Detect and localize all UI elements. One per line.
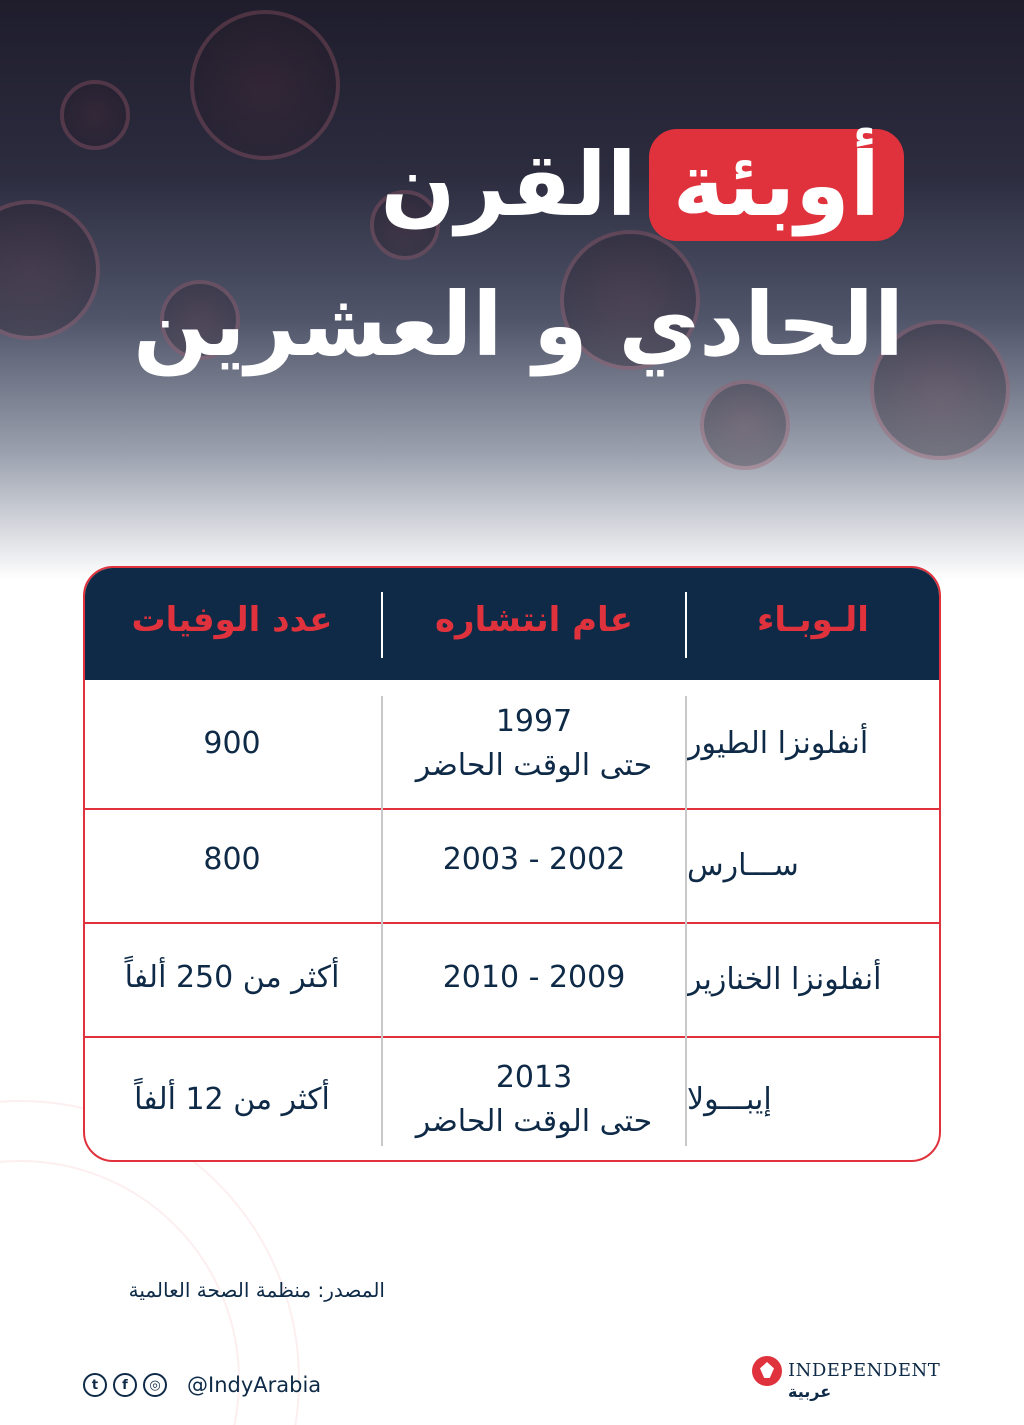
table-row — [85, 924, 939, 1036]
twitter-icon[interactable]: t — [83, 1373, 107, 1397]
headline — [124, 120, 904, 400]
cell-epidemic: ســـارس — [687, 848, 799, 883]
instagram-icon[interactable]: ◎ — [143, 1373, 167, 1397]
table-row — [85, 680, 939, 808]
social-bar — [83, 1371, 321, 1399]
independent-arabia-logo — [752, 1356, 942, 1406]
column-divider — [685, 696, 687, 1146]
header-deaths: عدد الوفيات — [131, 600, 333, 640]
column-divider — [381, 696, 383, 1146]
virus-illustration — [60, 80, 130, 150]
header-epidemic: الـوبـاء — [757, 600, 869, 640]
social-handle[interactable]: @IndyArabia — [187, 1373, 322, 1397]
headline-line-1 — [124, 120, 904, 250]
cell-year: 2002 - 2003 — [442, 842, 626, 877]
headline-line-1-rest: القرن — [380, 133, 637, 236]
headline-highlight: أوبئة — [649, 129, 904, 241]
table-row — [85, 1038, 939, 1162]
eagle-icon — [752, 1356, 782, 1386]
logo-arabic: عربية — [788, 1382, 832, 1401]
cell-epidemic: أنفلونزا الخنازير — [687, 962, 882, 997]
cell-year: 1997 حتى الوقت الحاضر — [415, 704, 653, 783]
table-row — [85, 810, 939, 922]
virus-illustration — [0, 200, 100, 340]
cell-deaths: أكثر من 250 ألفاً — [124, 960, 340, 995]
logo-brand: INDEPENDENT — [788, 1360, 941, 1381]
cell-deaths: 800 — [203, 842, 261, 877]
cell-year: 2013 حتى الوقت الحاضر — [415, 1060, 653, 1139]
facebook-icon[interactable]: f — [113, 1373, 137, 1397]
headline-line-2: الحادي و العشرين — [133, 273, 904, 376]
epidemics-table — [83, 566, 941, 1162]
header-year: عام انتشاره — [434, 600, 634, 640]
cell-epidemic: أنفلونزا الطيور — [687, 726, 869, 761]
cell-epidemic: إيبـــولا — [687, 1082, 772, 1117]
header-divider — [685, 592, 687, 658]
header-divider — [381, 592, 383, 658]
source-note: المصدر: منظمة الصحة العالمية — [128, 1278, 385, 1302]
cell-deaths: أكثر من 12 ألفاً — [134, 1082, 330, 1117]
cell-deaths: 900 — [203, 726, 261, 761]
table-header — [85, 568, 939, 680]
hero-background — [0, 0, 1024, 580]
cell-year: 2009 - 2010 — [442, 960, 626, 995]
